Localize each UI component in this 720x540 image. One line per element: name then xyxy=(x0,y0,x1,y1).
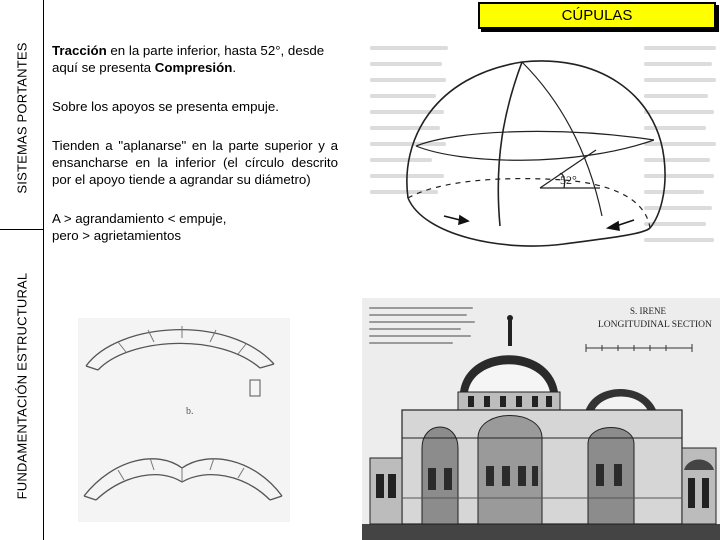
side-label-fundamentacion: FUNDAMENTACIÓN ESTRUCTURAL xyxy=(14,272,30,500)
dome-outline xyxy=(407,61,665,246)
arches-drawing xyxy=(78,318,290,522)
page-title: CÚPULAS xyxy=(478,2,716,29)
paragraph-agrandamiento xyxy=(52,210,338,244)
section-title-1: S. IRENE xyxy=(630,306,666,316)
text-column xyxy=(52,42,338,266)
section-drawing xyxy=(362,298,720,540)
paragraph-traccion-end: . xyxy=(232,60,237,75)
dome-arrows xyxy=(444,216,634,230)
paragraph-empuje: Sobre los apoyos se presenta empuje. xyxy=(52,99,279,114)
arch-label: b. xyxy=(186,406,194,417)
agrandamiento-line-1: A > agrandamiento < empuje, xyxy=(52,211,227,226)
term-compresion: Compresión xyxy=(154,60,233,75)
agrandamiento-line-2: pero > agrietamientos xyxy=(52,228,181,243)
dome-diagram xyxy=(364,30,720,280)
side-label-sistemas-portantes: SISTEMAS PORTANTES xyxy=(14,42,30,194)
side-strip xyxy=(0,0,44,540)
paragraph-aplanarse: Tienden a "aplanarse" en la parte superior y a ensancharse en la inferior (el círculo descrito por el apoyo tiende a agrandar su diámetro) xyxy=(52,138,338,187)
side-separator xyxy=(0,229,44,230)
angle-label: 52° xyxy=(560,173,577,187)
section-title-2: LONGITUDINAL SECTION xyxy=(598,320,712,330)
term-traccion: Tracción xyxy=(52,43,107,58)
paragraph-traccion-mid: en la parte inferior, hasta 52°, desde aquí se presenta xyxy=(52,43,325,75)
paragraph-traccion xyxy=(52,42,338,76)
